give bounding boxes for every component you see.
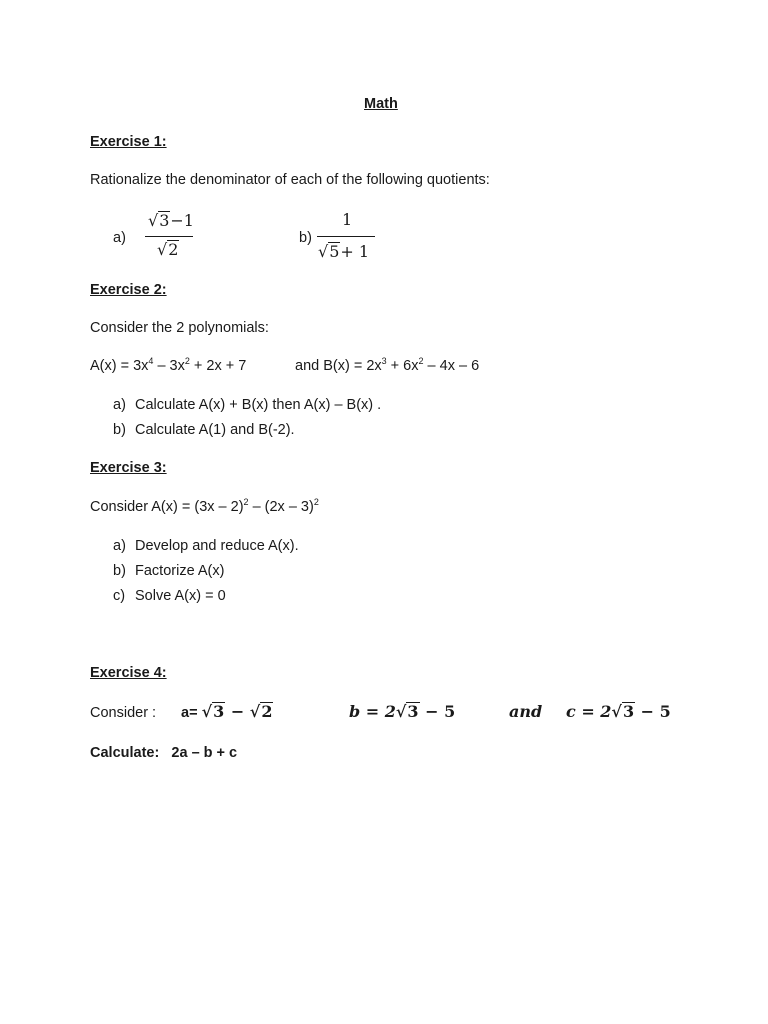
and-word: and [509,702,543,721]
polynomial-a: $A(x) = 3x^4 - 3x^2 + 2x + 7$ [90,356,247,374]
exercise-4-consider: Consider : [90,705,157,721]
list-item: a) Develop and reduce A(x). [113,538,299,554]
exercise-3-consider: Consider A(x) = (3x – 2)$^2$ – (2x – 3)$^2$ [90,497,319,515]
sqrt-symbol: √3 [201,702,225,721]
list-item: b) Calculate A(1) and B(-2). [113,422,295,438]
exercise-1-a-label: a) [113,230,126,246]
exercise-1-a-denominator [157,240,179,259]
exercise-1-b-numerator: 1 [342,210,353,229]
exercise-1-b-fraction-bar [317,236,375,237]
exercise-1-title: Exercise 1: [90,134,167,150]
exercise-4-title: Exercise 4: [90,665,167,681]
exercise-1-a-numerator: √3−1 [148,211,194,230]
sqrt-symbol: √2 [249,702,273,721]
calculate-line: Calculate: 2a – b + c [90,745,238,761]
sqrt-symbol: √5 [318,242,340,261]
expression-a: a= √3 − √2 [181,702,273,721]
list-item: b) Factorize A(x) [113,563,225,579]
polynomial-b: and $B(x) = 2x^3 + 6x^2 - 4x - 6$ [295,356,480,374]
exercise-2-intro: Consider the 2 polynomials: [90,320,269,336]
exercise-3-title: Exercise 3: [90,460,167,476]
list-item: a) Calculate A(x) + B(x) then A(x) – B(x) . [113,397,382,413]
exercise-1-instruction: Rationalize the denominator of each of the following quotients: [90,172,490,188]
expression-b: b = 2√3 − 5 [349,702,456,721]
exercise-2-title: Exercise 2: [90,282,167,298]
expression-c: c = 2√3 − 5 [566,702,671,721]
sqrt-symbol: √3 [395,702,419,721]
page-title: Math [364,96,398,112]
sqrt-symbol: √3 [611,702,635,721]
sqrt-symbol: √2 [157,240,179,259]
list-item: c) Solve A(x) = 0 [113,588,226,604]
exercise-1-b-label: b) [299,230,312,246]
exercise-1-b-denominator: √5+ 1 [318,242,370,261]
exercise-1-a-fraction-bar [145,236,193,237]
sqrt-symbol: √3 [148,211,170,230]
